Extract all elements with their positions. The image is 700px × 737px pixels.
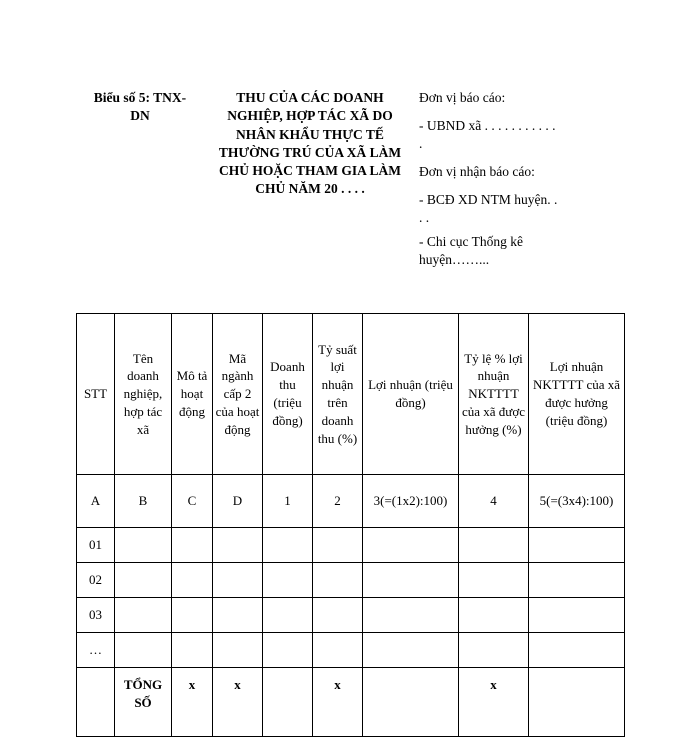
index-cell: D: [213, 475, 263, 528]
table-cell: [529, 528, 625, 563]
total-cell: [77, 668, 115, 737]
reporting-unit-value: - UBND xã . . . . . . . . . . . .: [419, 118, 556, 151]
table-cell: [213, 633, 263, 668]
report-title: THU CỦA CÁC DOANH NGHIỆP, HỢP TÁC XÃ DO NHÂN KHẨU THỰC TẾ THƯỜNG TRÚ CỦA XÃ LÀM CHỦ HOẶC THAM GIA LÀM CHỦ NĂM 20 . . . .: [218, 90, 402, 197]
row-number: 02: [77, 563, 115, 598]
table-cell: [172, 598, 213, 633]
table-cell: [313, 563, 363, 598]
form-code: Biểu số 5: TNX-DN: [93, 90, 187, 123]
table-cell: [172, 563, 213, 598]
index-cell: A: [77, 475, 115, 528]
report-table: [76, 313, 625, 737]
column-header: Lợi nhuận NKTTTT của xã được hưởng (triệu đồng): [529, 314, 625, 475]
report-units: [419, 89, 559, 279]
table-cell: [363, 528, 459, 563]
table-cell: [263, 633, 313, 668]
table-cell: [529, 563, 625, 598]
table-cell: [213, 598, 263, 633]
table-cell: [459, 563, 529, 598]
total-cell: [529, 668, 625, 737]
column-index-row: [77, 475, 625, 528]
table-cell: [459, 528, 529, 563]
index-cell: 5(=(3x4):100): [529, 475, 625, 528]
table-cell: [115, 563, 172, 598]
total-cell: x: [459, 668, 529, 737]
row-number: 03: [77, 598, 115, 633]
table-cell: [213, 563, 263, 598]
column-header: Mã ngành cấp 2 của hoạt động: [213, 314, 263, 475]
total-cell: [363, 668, 459, 737]
index-cell: 2: [313, 475, 363, 528]
row-number: 01: [77, 528, 115, 563]
receiving-unit-2: - Chi cục Thống kê huyện……...: [419, 234, 523, 267]
total-cell: x: [213, 668, 263, 737]
reporting-unit-label: Đơn vị báo cáo:: [419, 90, 506, 105]
table-cell: [172, 633, 213, 668]
column-header: Tên doanh nghiệp, hợp tác xã: [115, 314, 172, 475]
total-cell: [263, 668, 313, 737]
table-row: [77, 563, 625, 598]
table-cell: [459, 633, 529, 668]
index-cell: 1: [263, 475, 313, 528]
column-header: STT: [77, 314, 115, 475]
receiving-unit-1: - BCĐ XD NTM huyện. . . .: [419, 192, 558, 225]
table-cell: [459, 598, 529, 633]
column-header: Lợi nhuận (triệu đồng): [363, 314, 459, 475]
table-row: [77, 598, 625, 633]
total-cell: x: [313, 668, 363, 737]
column-header: Mô tả hoạt động: [172, 314, 213, 475]
table-cell: [263, 563, 313, 598]
column-header: Tỷ suất lợi nhuận trên doanh thu (%): [313, 314, 363, 475]
index-cell: C: [172, 475, 213, 528]
table-cell: [363, 598, 459, 633]
total-row: [77, 668, 625, 737]
table-cell: [263, 528, 313, 563]
index-cell: 3(=(1x2):100): [363, 475, 459, 528]
table-row: [77, 633, 625, 668]
table-cell: [529, 598, 625, 633]
total-cell: x: [172, 668, 213, 737]
row-number: …: [77, 633, 115, 668]
column-header: Tỷ lệ % lợi nhuận NKTTTT của xã được hưởng (%): [459, 314, 529, 475]
table-cell: [313, 598, 363, 633]
table-cell: [363, 563, 459, 598]
index-cell: B: [115, 475, 172, 528]
table-cell: [313, 528, 363, 563]
index-cell: 4: [459, 475, 529, 528]
table-cell: [213, 528, 263, 563]
table-cell: [115, 598, 172, 633]
receiving-unit-label: Đơn vị nhận báo cáo:: [419, 164, 535, 179]
table-cell: [263, 598, 313, 633]
table-cell: [115, 633, 172, 668]
table-cell: [115, 528, 172, 563]
table-cell: [529, 633, 625, 668]
column-header: Doanh thu (triệu đồng): [263, 314, 313, 475]
table-row: [77, 528, 625, 563]
table-cell: [313, 633, 363, 668]
table-cell: [172, 528, 213, 563]
table-cell: [363, 633, 459, 668]
table-header-row: [77, 314, 625, 475]
total-label: TỔNG SỐ: [115, 668, 172, 737]
